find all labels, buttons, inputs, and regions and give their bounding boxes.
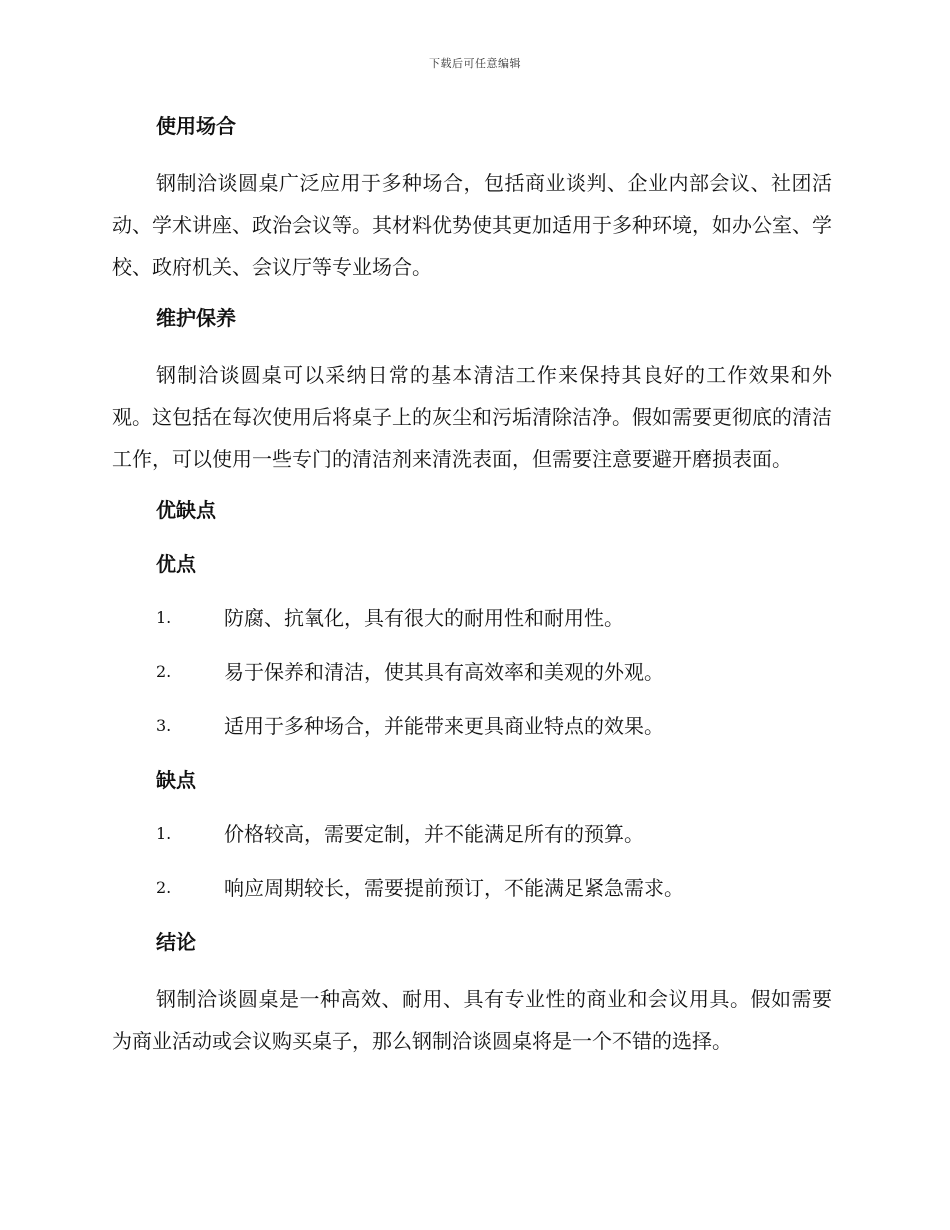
cons-list bbox=[112, 816, 832, 906]
list-number: 2. bbox=[156, 662, 172, 681]
list-text: 易于保养和清洁，使其具有高效率和美观的外观。 bbox=[224, 660, 664, 684]
paragraph-conclusion: 钢制洽谈圆桌是一种高效、耐用、具有专业性的商业和会议用具。假如需要为商业活动或会议购买桌子，那么钢制洽谈圆桌将是一个不错的选择。 bbox=[112, 987, 832, 1053]
list-number: 3. bbox=[156, 716, 172, 735]
heading-cons: 缺点 bbox=[156, 768, 196, 792]
header-note: 下载后可任意编辑 bbox=[429, 57, 521, 70]
list-item bbox=[112, 600, 832, 636]
heading-pros-cons: 优缺点 bbox=[156, 498, 216, 522]
document-content bbox=[112, 108, 832, 1074]
list-text: 价格较高，需要定制，并不能满足所有的预算。 bbox=[224, 822, 644, 846]
paragraph-usage: 钢制洽谈圆桌广泛应用于多种场合，包括商业谈判、企业内部会议、社团活动、学术讲座、政治会议等。其材料优势使其更加适用于多种环境，如办公室、学校、政府机关、会议厅等专业场合。 bbox=[112, 171, 832, 279]
heading-pros: 优点 bbox=[156, 552, 196, 576]
heading-usage: 使用场合 bbox=[156, 114, 236, 138]
list-number: 1. bbox=[156, 608, 172, 627]
pros-list bbox=[112, 600, 832, 744]
paragraph-maintenance: 钢制洽谈圆桌可以采纳日常的基本清洁工作来保持其良好的工作效果和外观。这包括在每次使用后将桌子上的灰尘和污垢清除洁净。假如需要更彻底的清洁工作，可以使用一些专门的清洁剂来清洗表面，但需要注意要避开磨损表面。 bbox=[112, 363, 832, 471]
list-item bbox=[112, 816, 832, 852]
list-item bbox=[112, 708, 832, 744]
list-text: 适用于多种场合，并能带来更具商业特点的效果。 bbox=[224, 714, 664, 738]
list-item bbox=[112, 870, 832, 906]
list-number: 1. bbox=[156, 824, 172, 843]
heading-maintenance: 维护保养 bbox=[156, 306, 236, 330]
list-text: 防腐、抗氧化，具有很大的耐用性和耐用性。 bbox=[224, 606, 624, 630]
list-item bbox=[112, 654, 832, 690]
list-number: 2. bbox=[156, 878, 172, 897]
list-text: 响应周期较长，需要提前预订，不能满足紧急需求。 bbox=[224, 876, 684, 900]
heading-conclusion: 结论 bbox=[156, 930, 196, 954]
